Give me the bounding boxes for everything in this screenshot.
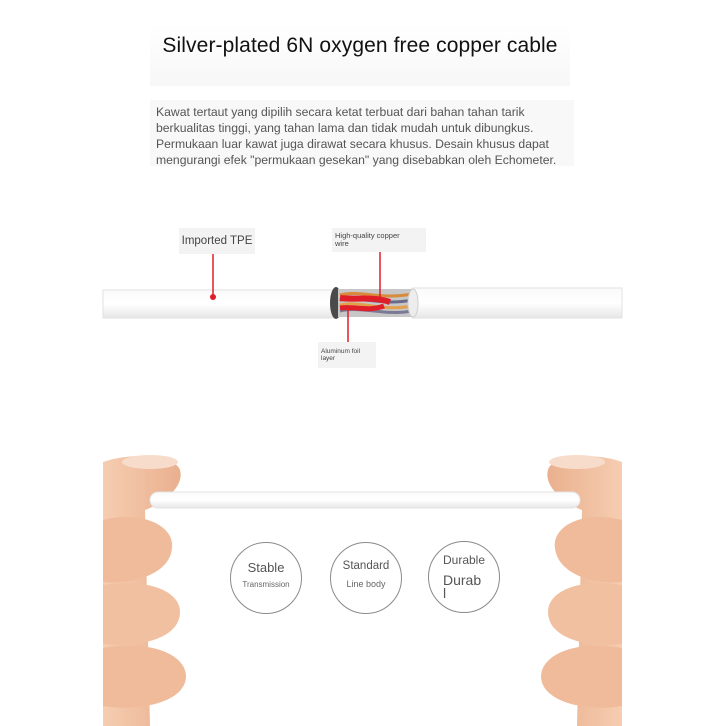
feature-title: Standard: [342, 560, 390, 572]
tpe-pointer-dot: [210, 294, 216, 300]
feature-title: Durable: [442, 553, 486, 567]
feature-title: Stable: [247, 560, 285, 575]
cable-jacket-left: [103, 290, 335, 318]
feature-badge-durable: [428, 541, 500, 613]
held-cable: [150, 492, 580, 508]
copper-wire-label-line: High-quality copper: [335, 231, 400, 240]
description-line: mengurangi efek "permukaan gesekan" yang disebabkan oleh Echometer.: [156, 153, 557, 167]
cable-jacket-right: [412, 288, 622, 318]
page-title: Silver-plated 6N oxygen free copper cable: [150, 24, 570, 86]
copper-wire-label-line: wire: [335, 239, 349, 248]
tpe-label: Imported TPE: [179, 228, 255, 254]
description-line: Kawat tertaut yang dipilih secara ketat terbuat dari bahan tahan tarik: [156, 105, 525, 119]
description-line: Permukaan luar kawat juga dirawat secara khusus. Desain khusus dapat: [156, 137, 549, 151]
aluminum-foil-label: [318, 342, 376, 368]
description-line: berkualitas tinggi, yang tahan lama dan tidak mudah untuk dibungkus.: [156, 121, 534, 135]
aluminum-foil-label-line: layer: [321, 355, 336, 362]
copper-wire-label: [332, 228, 426, 252]
aluminum-foil-label-line: Aluminum foil: [321, 348, 361, 355]
feature-subtitle: Transmission: [242, 580, 290, 589]
feature-badge-standard: [330, 542, 402, 614]
feature-badge-stable: [230, 542, 302, 614]
feature-subtitle: Durab l: [443, 572, 482, 601]
feature-subtitle: Line body: [346, 579, 386, 589]
